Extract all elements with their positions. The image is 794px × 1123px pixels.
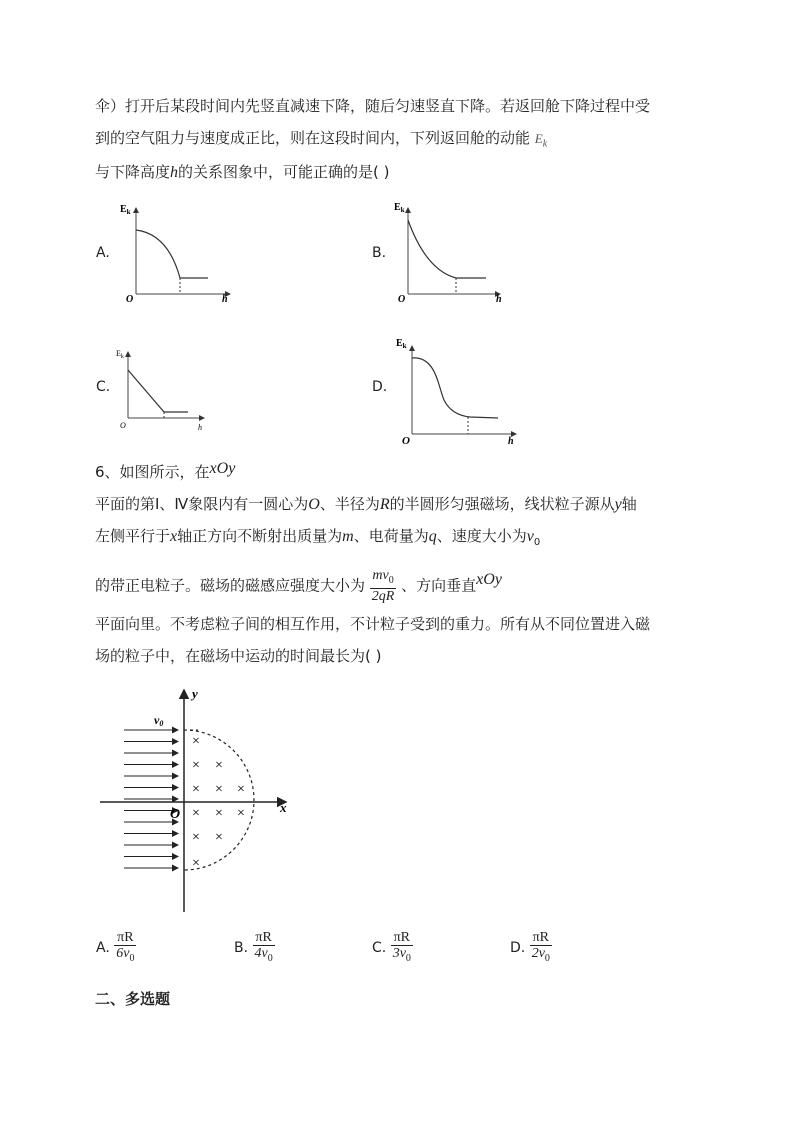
field-cross-mark: ×: [192, 856, 200, 871]
section-title: 二、多选题: [95, 990, 171, 1008]
graph-a-origin: O: [126, 294, 134, 305]
q6-option-c[interactable]: C. $\frac{\pi R}{3v_0}$: [372, 930, 411, 964]
graph-c-y-label: $E_k$: [116, 349, 124, 360]
field-cross-mark: ×: [192, 782, 200, 797]
field-cross-mark: ×: [215, 758, 223, 773]
q5-option-c-label[interactable]: C.: [96, 379, 111, 395]
figure-x-label: x: [280, 800, 287, 815]
figure-y-label: y: [192, 686, 198, 701]
q5-option-a-label[interactable]: A.: [96, 245, 110, 261]
q5-option-b-label[interactable]: B.: [372, 245, 387, 261]
q6-line-3: 左侧平行于x轴正方向不断射出质量为m、电荷量为q、速度大小为$v_0$: [95, 527, 541, 548]
figure-velocity-label: v0: [154, 713, 164, 728]
field-cross-mark: ×: [237, 806, 245, 821]
particle-beam: [124, 730, 181, 868]
graph-c: [110, 340, 220, 435]
graph-c-curve: [128, 370, 188, 412]
graph-a-curve: [136, 230, 208, 278]
field-cross-mark: ×: [215, 782, 223, 797]
magnetic-field-figure: [100, 684, 300, 916]
q6-option-d[interactable]: D. $\frac{\pi R}{2v_0}$: [510, 930, 550, 964]
q5-line-2: [95, 128, 547, 155]
field-cross-mark: ×: [192, 830, 200, 845]
figure-origin: O: [170, 807, 181, 822]
graph-a-y-label: $E_k$: [120, 204, 131, 216]
graph-b: [384, 198, 514, 308]
field-boundary: [184, 730, 254, 870]
graph-d-y-label: $E_k$: [396, 338, 407, 350]
q6-line-4: 的带正电粒子。磁场的磁感应强度大小为 $\frac{mv_0}{2qR}$ 、方向垂直xOy: [95, 568, 502, 604]
graph-d: [384, 330, 524, 450]
graph-d-curve: [412, 358, 498, 418]
graph-a: [110, 198, 240, 308]
q6-line-1: 6、如图所示，在xOy: [95, 460, 236, 481]
q6-option-b[interactable]: B. $\frac{\pi R}{4v_0}$: [234, 930, 273, 964]
graph-a-x-label: h: [222, 294, 228, 305]
field-strength-fraction: $\frac{mv_0}{2qR}$: [371, 568, 395, 604]
ek-symbol: $E_k$: [534, 131, 548, 150]
graph-b-curve: [408, 220, 486, 278]
field-cross-mark: ×: [192, 734, 200, 749]
q5-line-1: 伞）打开后某段时间内先竖直减速下降，随后匀速竖直下降。若返回舱下降过程中受: [95, 97, 651, 115]
q6-line-6: 场的粒子中，在磁场中运动的时间最长为( ): [95, 647, 382, 665]
graph-d-x-label: h: [508, 436, 514, 447]
field-cross-mark: ×: [192, 806, 200, 821]
field-cross-mark: ×: [215, 806, 223, 821]
field-cross-mark: ×: [237, 782, 245, 797]
graph-b-origin: O: [398, 294, 406, 305]
q6-line-2: 平面的第Ⅰ、Ⅳ象限内有一圆心为O、半径为R的半圆形匀强磁场，线状粒子源从y轴: [95, 495, 637, 513]
q5-option-d-label[interactable]: D.: [372, 379, 388, 395]
field-cross-mark: ×: [192, 758, 200, 773]
q6-option-a[interactable]: A. $\frac{\pi R}{6v_0}$: [96, 930, 135, 964]
graph-c-x-label: h: [198, 423, 202, 432]
q5-line-2-text: 到的空气阻力与速度成正比，则在这段时间内，下列返回舱的动能: [95, 129, 531, 147]
field-cross-mark: ×: [215, 830, 223, 845]
graph-d-origin: O: [402, 435, 410, 447]
q6-line-5: 平面向里。不考虑粒子间的相互作用，不计粒子受到的重力。所有从不同位置进入磁: [95, 615, 651, 633]
graph-b-y-label: $E_k$: [394, 202, 405, 214]
q5-line-3: 与下降高度h的关系图象中，可能正确的是( ): [95, 163, 390, 181]
graph-b-x-label: h: [496, 294, 502, 305]
graph-c-origin: O: [120, 421, 126, 430]
